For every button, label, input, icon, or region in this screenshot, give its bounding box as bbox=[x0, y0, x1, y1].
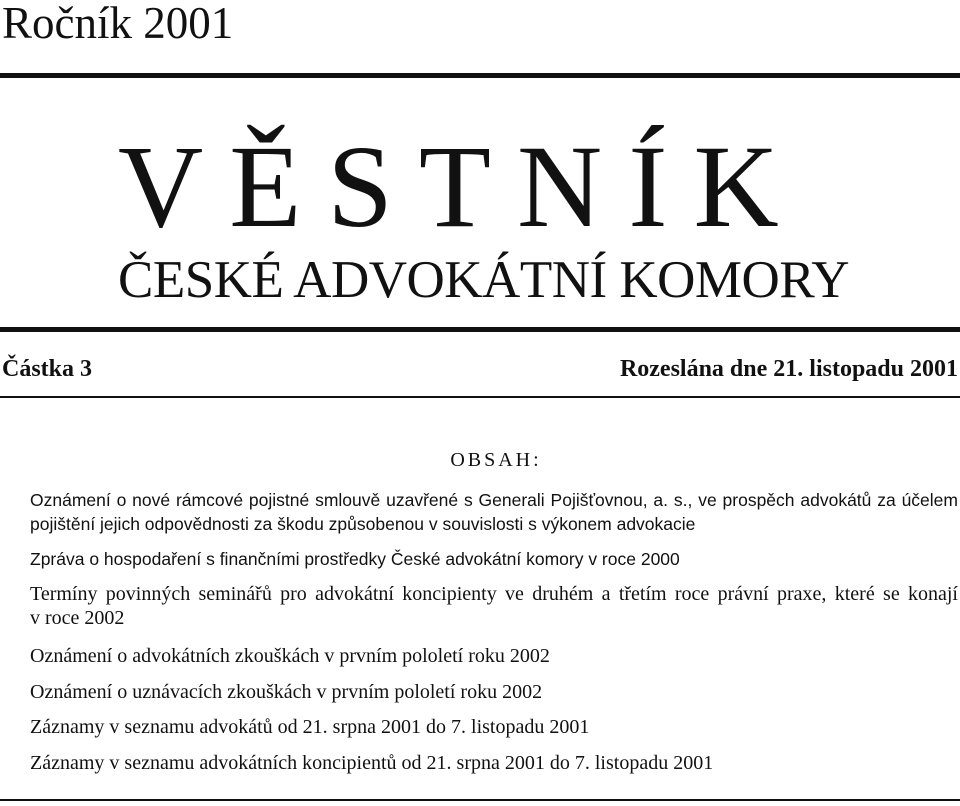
contents-item bbox=[30, 547, 958, 571]
contents-item bbox=[30, 715, 958, 739]
contents-item bbox=[30, 751, 958, 775]
contents-item-line: Oznámení o advokátních zkouškách v prvním pololetí roku 2002 bbox=[30, 645, 550, 667]
contents-item-line: pojištění jejich odpovědnosti za škodu způsobenou v souvislosti s výkonem advokacie bbox=[30, 514, 696, 534]
contents-item-line: Termíny povinných seminářů pro advokátní koncipienty ve druhém a třetím roce právní praxe, které se konají bbox=[30, 583, 958, 605]
contents-item-line: Záznamy v seznamu advokátních koncipientů od 21. srpna 2001 do 7. listopadu 2001 bbox=[30, 752, 714, 774]
masthead-subtitle: ČESKÉ ADVOKÁTNÍ KOMORY bbox=[118, 251, 850, 309]
top-rule bbox=[0, 73, 960, 78]
contents-item-line: Zpráva o hospodaření s finančními prostředky České advokátní komory v roce 2000 bbox=[30, 549, 680, 569]
issue-distribution-date: Rozeslána dne 21. listopadu 2001 bbox=[619, 356, 958, 382]
contents-item-line: v roce 2002 bbox=[30, 607, 125, 629]
contents-item-line: Záznamy v seznamu advokátů od 21. srpna 2001 do 7. listopadu 2001 bbox=[30, 716, 590, 738]
contents-item-line: Oznámení o nové rámcové pojistné smlouvě uzavřené s Generali Pojišťovnou, a. s., ve prospěch advokátů za účelem bbox=[30, 490, 958, 510]
contents-heading: OBSAH: bbox=[450, 449, 542, 471]
issue-rule bbox=[0, 396, 960, 398]
contents-item bbox=[30, 644, 958, 668]
contents-item bbox=[30, 680, 958, 704]
contents-item bbox=[30, 582, 958, 630]
masthead-bottom-rule bbox=[0, 327, 960, 332]
footer-rule bbox=[0, 799, 960, 801]
contents-item-line: Oznámení o uznávacích zkouškách v prvním pololetí roku 2002 bbox=[30, 681, 543, 703]
year-label: Ročník 2001 bbox=[2, 0, 234, 48]
issue-info-row bbox=[0, 355, 960, 383]
masthead-title: VĚSTNÍK bbox=[118, 121, 805, 252]
issue-part: Částka 3 bbox=[2, 356, 93, 382]
contents-item bbox=[30, 488, 958, 536]
